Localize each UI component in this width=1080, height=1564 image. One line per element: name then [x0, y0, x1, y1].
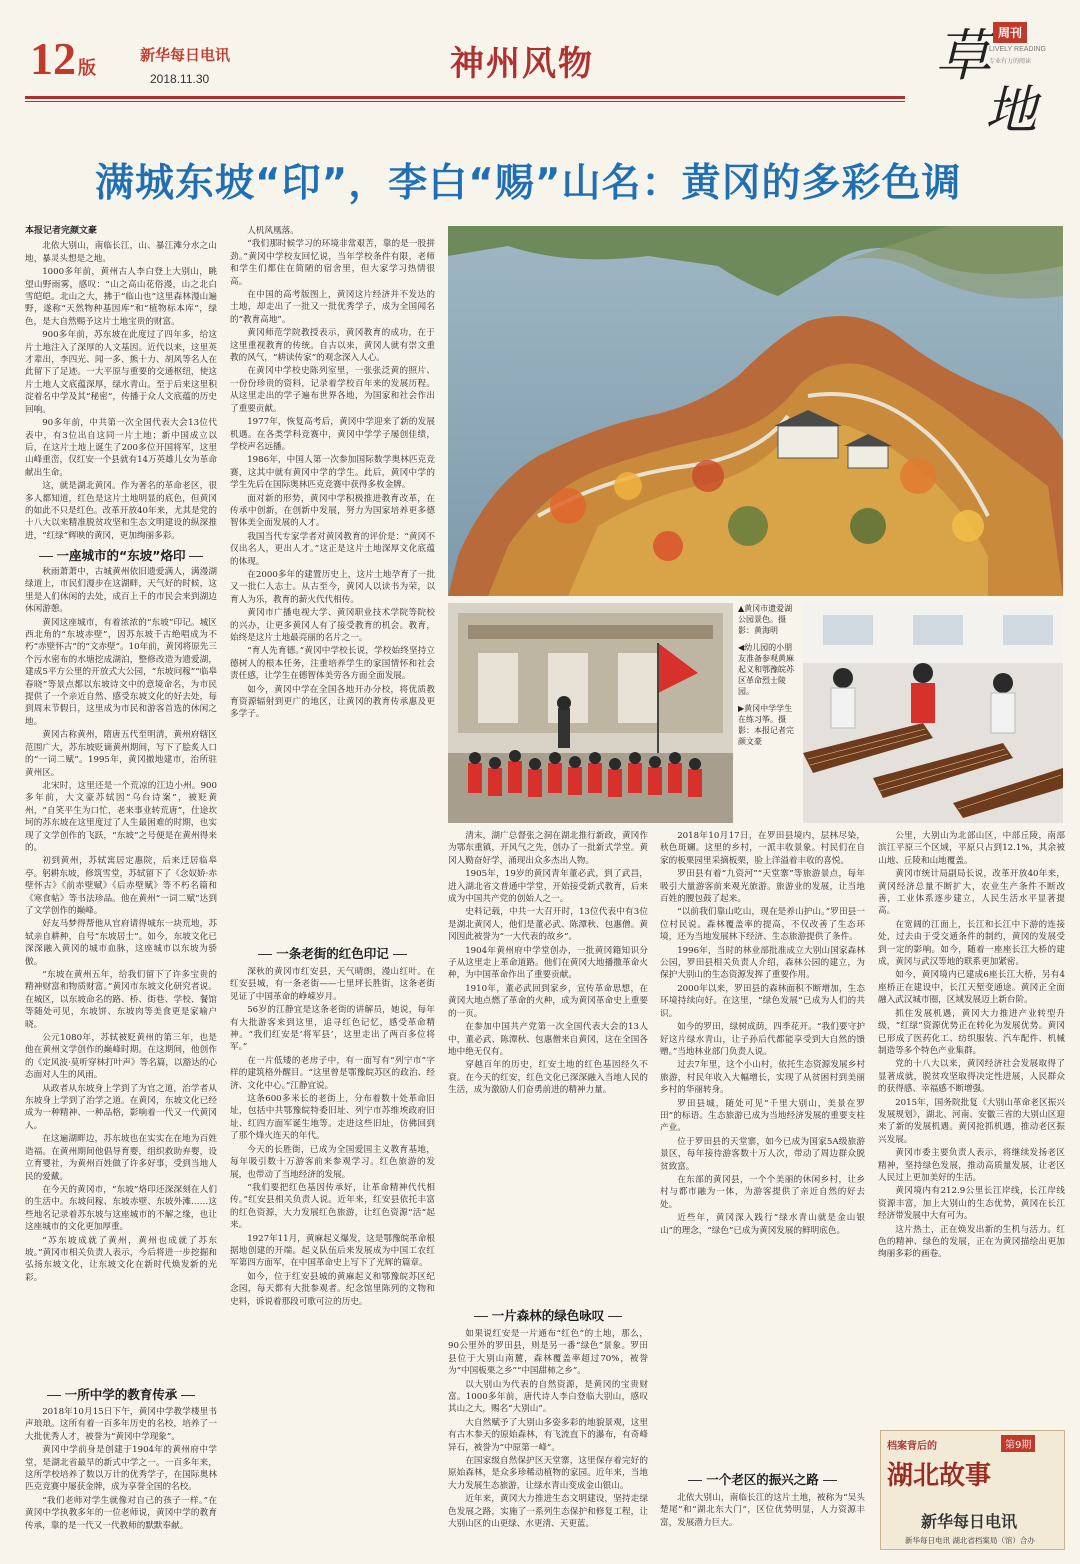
main-headline: 满城东坡“印”，李白“赐”山名：黄冈的多彩色调: [95, 161, 962, 206]
caption-kindergarten: ◀幼儿园的小朋友准备参观黄麻起义和鄂豫皖苏区革命烈士陵园。: [738, 643, 794, 696]
paragraph: 北宋时，这里还是一个荒凉的江边小州。900多年前，大文豪苏轼因“乌台诗案”，被贬黄州，“自笑平生为口忙，老来事业转荒唐”，仕途坎坷的苏东坡在这里度过了人生最困难的时期，也实现了文学创作的飞跃，“东坡”之号便是在黄州得来的。: [25, 780, 217, 853]
subhead-forest: 一片森林的绿色咏叹: [448, 1306, 648, 1324]
photo-lake-park: [448, 226, 1063, 596]
caption-students: ▶黄冈中学学生在练习筝。摄影：本报记者完颜文豪: [738, 704, 794, 746]
paragraph: 在东部的黄冈县，一个个美丽的休闲乡村，让乡村与都市融为一体，为游客提供了亲近自然的好去处。: [660, 1174, 865, 1210]
paragraph: 黄冈这座城市，有着浓浓的“东坡”印记。城区西北角的“东坡赤壁”，因苏东坡千古绝唱成为不朽“赤壁怀古”的“文赤壁”。10年前，黄冈将原先三个污水密布的水塘挖成湖泊，整修改造为遗爱湖，建成5平方公里的开放式大公园，“东坡问稼”“临皋春晓”等景点都以东坡诗文中的意境命名，为市民提供了一个亲近自然、感受东坡文化的好去处，每到周末节假日，这里成为市民和游客首选的休闲之地。: [25, 617, 217, 727]
paragraph: 这，就是湖北黄冈。作为著名的革命老区，很多人都知道，红色是这片土地明显的底色，但黄冈的如此不只是红色。改革开放40年来，尤其是党的十八大以来精准脱贫攻坚和生态文明建设的纵深推进，“红绿”辉映的黄冈，更加绚丽多彩。: [25, 481, 217, 541]
paragraph: 1910年，董必武回到家乡，宣传革命思想，在黄冈大地点燃了革命的火种，成为黄冈革命史上重要的一页。: [448, 983, 648, 1019]
paragraph: 在今天的黄冈市，“东坡”烙印还深深刻在人们的生活中。东坡问稼、东坡赤壁、东坡外滩……这些地名记录着苏东坡与这座城市的不解之缘，也让这座城市的文化更加厚重。: [25, 1184, 217, 1233]
paragraph: 这条600多米长的老街上，分布着数十处革命旧址，包括中共鄂豫皖特委旧址、列宁市苏维埃政府旧址、红四方面军诞生地等。走进这些旧址，仿佛回到了那个烽火连天的年代。: [230, 1094, 435, 1142]
paragraph: 公里，大别山为北部山区，中部丘陵，南部滨江平原三个区域，平原只占到12.1%，其余被山地、丘陵和山地覆盖。: [878, 831, 1065, 866]
paragraph: 北依大别山，南临长江的这片土地，被称为“吴头楚尾”和“湖北东大门”，区位优势明显，人力资源丰富，发展潜力巨大。: [660, 1493, 865, 1528]
kindergarten-illustration: [448, 603, 733, 823]
paragraph: 2015年，国务院批复《大别山革命老区振兴发展规划》，湖北、河南、安徽三省的大别山区迎来了新的发展机遇。黄冈抢抓机遇，推动老区振兴发展。: [878, 1097, 1065, 1145]
paragraph: 在国家级自然保护区天堂寨，这里保存着完好的原始森林，是众多珍稀动植物的家园。近年来，当地大力发展生态旅游，让绿水青山变成金山银山。: [448, 1456, 648, 1491]
photo-captions: [738, 603, 798, 823]
photo-guzheng-students: [803, 603, 1063, 823]
paragraph: 黄冈师范学院教授表示，黄冈教育的成功，在于这里重视教育的传统。自古以来，黄冈人就有崇文重教的风气，“耕读传家”的观念深入人心。: [230, 328, 435, 364]
paragraph: 90多年前，中共第一次全国代表大会13位代表中，有3位出自这同一片土地；新中国成立以后，在这片土地上诞生了200多位开国将军，这里山峰重峦，仅红安一个县就有14万英雄儿女为革命献出生命。: [25, 418, 217, 478]
box-kicker: 档案背后的: [887, 1441, 937, 1452]
paragraph: 黄冈境内有212.9公里长江岸线，长江岸线资源丰富，加上大别山的生态优势，黄冈在长江经济带发展中大有可为。: [878, 1186, 1065, 1222]
paragraph: 位于罗田县的天堂寨，如今已成为国家5A级旅游景区，每年接待游客数十万人次，带动了周边群众脱贫致富。: [660, 1136, 865, 1172]
paragraph: “东坡在黄州五年，给我们留下了许多宝贵的精神财富和物质财富。”黄冈市东坡文化研究者说。在城区，以东坡命名的路、桥、街巷、学校、餐馆等随处可见，东坡饼、东坡肉等美食更是家喻户晓。: [25, 970, 217, 1030]
caption-lake: ▲黄冈市遗爱湖公园景色。摄影：黄海明: [738, 604, 793, 635]
paragraph: 罗田县城，随处可见“千里大别山，美景在罗田”的标语。生态旅游已成为当地经济发展的重要支柱产业。: [660, 1098, 865, 1134]
paragraph: 黄冈古称黄州，隋唐五代至明清，黄州府辖区范围广大，苏东坡贬谪黄州期间，写下了脍炙人口的“一词二赋”。1995年，黄冈撤地建市，治所驻黄州区。: [25, 730, 217, 778]
archive-story-box: [880, 1430, 1065, 1550]
brand-char-cao: 草: [935, 24, 991, 89]
article-column-1: [25, 225, 217, 543]
paragraph: 北依大别山，南临长江，山、暴江滩分水之山地，暴灵头想是之地。: [25, 241, 217, 264]
paragraph: 2000年以来，罗田县的森林面积不断增加，生态环境持续向好。在这里，“绿色发展”已成为人们的共识。: [660, 983, 865, 1019]
brand-tag: 周刊: [993, 22, 1027, 43]
paragraph: 1996年，当时的林业部批准成立大别山国家森林公园，罗田县相关负责人介绍，森林公园的建立，为保护大别山的生态资源发挥了重要作用。: [660, 945, 865, 981]
paragraph: 好友马梦得帮他从官府请得城东一块荒地，苏轼亲自耕种，自号“东坡居士”。如今，东坡文化已深深融入黄冈的城市血脉，这座城市以东坡为骄傲。: [25, 919, 217, 967]
paragraph: 近些年，黄冈深入践行“绿水青山就是金山银山”的理念，“绿色”已成为黄冈发展的鲜明底色。: [660, 1213, 865, 1236]
paragraph: 今天的长胜街，已成为全国爱国主义教育基地，每年吸引数十万游客前来参观学习。红色旅游的发展，也带动了当地经济的发展。: [230, 1144, 435, 1180]
box-title: 湖北故事: [887, 1461, 992, 1491]
paragraph: 在一片低矮的老房子中，有一面写有“列宁市”字样的建筑格外醒目。“这里曾是鄂豫皖苏区的政治、经济、文化中心。”江静宜说。: [230, 1055, 435, 1091]
paragraph: 公元1080年，苏轼被贬黄州的第三年，也是他在黄州文学创作的巅峰时期。在这期间，他创作的《定风波·莫听穿林打叶声》等名篇，以豁达的心态面对人生的风雨。: [25, 1033, 217, 1081]
paragraph: 面对新的形势，黄冈中学积极推进教育改革，在传承中创新，在创新中发展，努力为国家培养更多德智体美全面发展的人才。: [230, 493, 435, 529]
paragraph: “育人先育德。”黄冈中学校长说，学校始终坚持立德树人的根本任务，注重培养学生的家国情怀和社会责任感，让学生在德智体美劳各方面全面发展。: [230, 646, 435, 682]
subhead-red-street: 一条老街的红色印记: [230, 944, 435, 962]
paragraph: 1904年黄州府中学堂创办，一批黄冈籍知识分子从这里走上革命道路。他们在黄冈大地播撒革命火种，为中国革命作出了重要贡献。: [448, 945, 648, 981]
subhead-dongpo: 一座城市的“东坡”烙印: [25, 546, 217, 564]
paragraph: 这片热土，正在焕发出新的生机与活力。红色的精神、绿色的发展，正在为黄冈描绘出更加绚丽多彩的画卷。: [878, 1224, 1065, 1260]
paragraph: 大自然赋予了大别山多姿多彩的地貌景观，这里有古木参天的原始森林，有飞流直下的瀑布，有奇峰异石，被誉为“中原第一峰”。: [448, 1417, 648, 1453]
paragraph: 近年来，黄冈大力推进生态文明建设，坚持走绿色发展之路，实施了一系列生态保护和修复工程，让大别山区的山更绿、水更清、天更蓝。: [448, 1494, 648, 1530]
paragraph: 清末，湖广总督张之洞在湖北推行新政，黄冈作为鄂东重镇，开风气之先，创办了一批新式学堂。黄冈人勤奋好学，涌现出众多杰出人物。: [448, 831, 648, 866]
header-rule: [25, 96, 905, 99]
paragraph: “以前我们靠山吃山，现在是养山护山。”罗田县一位村民说。森林覆盖率的提高，不仅改善了生态环境，还为当地发展林下经济、生态旅游提供了条件。: [660, 907, 865, 943]
paragraph: 人机风凰落。: [247, 226, 299, 236]
paragraph: 黄冈中学前身是创建于1904年的黄州府中学堂，是湖北省最早的新式中学之一。一百多年来，这所学校培养了数以万计的优秀学子，在国际奥林匹克竞赛中屡获金牌，成为享誉全国的名校。: [25, 1445, 217, 1493]
paragraph: 2018年10月15日下午，黄冈中学教学楼里书声琅琅。这所有着一百多年历史的名校，培养了一大批优秀人才，被誉为“黄冈中学现象”。: [25, 1407, 217, 1442]
page-number-value: 12: [30, 33, 76, 84]
paragraph: 罗田县有着“九资河”“天堂寨”等旅游景点，每年吸引大量游客前来观光旅游。旅游业的发展，让当地百姓的腰包鼓了起来。: [660, 869, 865, 905]
paragraph: 1927年11月，黄麻起义爆发，这是鄂豫皖革命根据地创建的开端。起义队伍后来发展成为中国工农红军第四方面军，在中国革命史上写下了光辉的篇章。: [230, 1233, 435, 1269]
paragraph: 2018年10月17日，在罗田县境内，层林尽染，秋色斑斓。这里的乡村，一派丰收景象。村民们在自家的板栗园里采摘板栗，脸上洋溢着丰收的喜悦。: [660, 831, 865, 866]
paragraph: 如今，位于红安县城的黄麻起义和鄂豫皖苏区纪念园，每天都有大批参观者。纪念馆里陈列的文物和史料，诉说着那段可歌可泣的历史。: [230, 1271, 435, 1307]
brand-subtitle: LIVELY READING: [989, 46, 1046, 53]
paragraph: 穿越百年的历史，红安土地的红色基因经久不衰。在今天的红安，红色文化已深深融入当地人民的生活，成为激励人们奋勇前进的精神力量。: [448, 1060, 648, 1096]
brand-subtitle-cn: 专业有力的阅读: [989, 58, 1032, 65]
subhead-school: 一所中学的教育传承: [25, 1385, 217, 1403]
article-column-2: [230, 225, 435, 922]
box-brand: 新华每日电讯: [921, 1512, 1018, 1531]
paragraph: 56岁的江静宜是这条老街的讲解员，她说，每年有大批游客来到这里，追寻红色记忆，感受革命精神。“我们红安是‘将军县’，这里走出了两百多位将军。”: [230, 1005, 435, 1053]
paragraph: 黄冈市统计局副局长说，改革开放40年来，黄冈经济总量不断扩大，农业生产条件不断改善，工业体系逐步建立，人民生活水平显著提高。: [878, 869, 1065, 917]
paragraph: 过去7年里，这个小山村，依托生态资源发展乡村旅游，村民年收入大幅增长，实现了从贫困村到美丽乡村的华丽转身。: [660, 1060, 865, 1096]
paragraph: 我国当代专家学者对黄冈教育的评价是：“黄冈不仅出名人，更出人才。”这正是这片土地深厚文化底蕴的体现。: [230, 531, 435, 567]
weekly-brand: [925, 12, 1055, 141]
section-title: 神州风物: [450, 44, 594, 84]
paper-name: 新华每日电讯: [140, 46, 231, 64]
paragraph: 如今，黄冈中学在全国各地开办分校，将优质教育资源辐射到更广的地区，让黄冈的教育传承惠及更多学子。: [230, 684, 435, 720]
paragraph: 如果说红安是一片通布“红色”的土地，那么，90公里外的罗田县，则是另一番“绿色”景象。罗田县位于大别山南麓，森林覆盖率超过70%，被誉为“中国板栗之乡”“中国甜柿之乡”。: [448, 1329, 648, 1377]
paragraph: 以大别山为代表的自然资源，是黄冈的宝贵财富。1000多年前，唐代诗人李白登临大别山，感叹其山之大，赐名“大别山”。: [448, 1379, 648, 1415]
paragraph: 秋雨萧萧中，古城黄州依旧遗爱满人，满漫湖绿道上，市民们漫步在这湖畔，天气好的时候，这里是人们休闲的去处，成百上千的市民会来到湖边休闲游憩。: [25, 567, 217, 615]
paragraph: 黄冈市委主要负责人表示，将继续发扬老区精神，坚持绿色发展，推动高质量发展，让老区人民过上更加美好的生活。: [878, 1148, 1065, 1183]
article-column-1b: [25, 566, 217, 1350]
issue-date: 2018.11.30: [150, 72, 210, 86]
article-column-3: [448, 830, 648, 1292]
paragraph: 在宽阔的江面上，长江和长江中下游的连接处，过去由于受交通条件的制约，黄冈的发展受到一定的影响。如今，随着一座座长江大桥的建成，黄冈与武汉等地的联系更加紧密。: [878, 919, 1065, 968]
paragraph: 史料记载，中共一大召开时，13位代表中有3位是湖北黄冈人，他们是董必武、陈潭秋、包惠僧。黄冈因此被誉为“一大代表的故乡”。: [448, 907, 648, 943]
byline: 本报记者完颜文豪: [25, 226, 98, 236]
paragraph: 在这遍湖畔边，苏东坡也在实实在在地为百姓造福。在黄州期间他倡导育婴，组织救助弃婴，设立育婴社，为黄州百姓做了许多好事，受到当地人民的爱戴。: [25, 1134, 217, 1182]
article-column-3b: [448, 1328, 648, 1556]
paragraph: “我们那时候学习的环境非常艰苦，靠的是一股拼劲。”黄冈中学校友回忆说，当年学校条件有限，老师和学生们都住在简陋的宿舍里，但大家学习热情很高。: [230, 239, 435, 287]
lake-park-illustration: [448, 226, 1063, 596]
paragraph: 在参加中国共产党第一次全国代表大会的13人中，董必武、陈潭秋、包惠僧来自黄冈，这在全国各地中绝无仅有。: [448, 1022, 648, 1057]
paragraph: “我们老师对学生就像对自己的孩子一样。”在黄冈中学执教多年的一位老师说，黄冈中学的教育传承，靠的是一代又一代教师的默默奉献。: [25, 1495, 217, 1531]
article-column-5: [878, 830, 1065, 1422]
paragraph: 初到黄州，苏轼寓居定惠院，后来迁居临皋亭。躬耕东坡，修筑雪堂，苏轼留下了《念奴娇·赤壁怀古》《前赤壁赋》《后赤壁赋》等不朽名篇和《寒食帖》等书法珍品。他在黄州“一词二赋”达到了文学创作的巅峰。: [25, 856, 217, 916]
paragraph: 抓住发展机遇，黄冈大力推进产业转型升级，“红绿”资源优势正在转化为发展优势。黄冈已形成了医药化工、纺织服装、汽车配件、机械制造等多个特色产业集群。: [878, 1008, 1065, 1056]
paragraph: 在2000多年的建置历史上，这片土地孕育了一批又一批仁人志士。从古至今，黄冈人以读书为荣，以育人为乐，教育的薪火代代相传。: [230, 569, 435, 605]
paragraph: 900多年前，苏东坡在此度过了四年多，给这片土地注入了深厚的人文基因。近代以来，这里英才辈出，李四光、闻一多、熊十力、胡风等名人在此留下了足迹。一大平原与重要的交通枢纽，使这片土地人文底蕴深厚，绿水青山。至于后来这里积淀着名中学及其“秘密”，传播于众人文底蕴的历史回响。: [25, 330, 217, 415]
paragraph: 黄冈市广播电视大学、黄冈职业技术学院等院校的兴办，让更多黄冈人有了接受教育的机会。教育，始终是这片土地最亮丽的名片之一。: [230, 608, 435, 643]
paragraph: 党的十八大以来，黄冈经济社会发展取得了显著成就，脱贫攻坚取得决定性进展，人民群众的获得感、幸福感不断增强。: [878, 1059, 1065, 1095]
paragraph: 如今的罗田，绿树成荫，四季花开。“我们要守护好这片绿水青山，让子孙后代都能享受到大自然的馈赠。”当地林业部门负责人说。: [660, 1022, 865, 1057]
paragraph: “我们要把红色基因传承好，让革命精神代代相传。”红安县相关负责人说。近年来，红安县依托丰富的红色资源，大力发展红色旅游，让红色资源“活”起来。: [230, 1182, 435, 1231]
paragraph: 在黄冈中学校史陈列室里，一张张泛黄的照片、一份份珍贵的资料，记录着学校百年来的发展历程。从这里走出的学子遍布世界各地，为国家和社会作出了重要贡献。: [230, 366, 435, 414]
photo-kindergarten: [448, 603, 733, 823]
brand-char-di: 地: [985, 81, 1038, 141]
guzheng-illustration: [803, 603, 1063, 823]
article-column-4b: [660, 1492, 865, 1556]
box-issue-number: 第9期: [1001, 1435, 1035, 1452]
subhead-revitalize: 一个老区的振兴之路: [660, 1470, 865, 1488]
paragraph: 1977年，恢复高考后，黄冈中学迎来了新的发展机遇。在各类学科竞赛中，黄冈中学学子屡创佳绩，学校声名远播。: [230, 417, 435, 452]
box-footer: 新华每日电讯 湖北省档案局（馆）合办: [905, 1536, 1035, 1545]
header-rule-thin: [25, 101, 905, 102]
paragraph: 1986年，中国人第一次参加国际数学奥林匹克竞赛，这其中就有黄冈中学的学生。此后，黄冈中学的学生先后在国际奥林匹克竞赛中获得多枚金牌。: [230, 455, 435, 491]
paragraph: 在中国的高考版图上，黄冈这片经济并不发达的土地，却走出了一批又一批优秀学子，成为全国闻名的“教育高地”。: [230, 290, 435, 325]
article-column-4: [660, 830, 865, 1460]
page-number: [30, 33, 96, 84]
article-column-2b: [230, 966, 435, 1556]
paragraph: 1000多年前，黄州古人李白登上大别山，眺望山野雨雾，感叹：“山之高山花俗漫，山之北白雪皑皑。北山之大，拂于“临山也”这里森林漫山遍野，遂称“天然物种基因库”和“植物标本库”，绿色，是大自然赐予这片土地宝贵的财富。: [25, 267, 217, 327]
paragraph: “苏东坡成就了黄州，黄州也成就了苏东坡。”黄冈市相关负责人表示，今后将进一步挖掘和弘扬东坡文化，让东坡文化在新时代焕发新的光彩。: [25, 1235, 217, 1283]
paragraph: 深秋的黄冈市红安县，天气晴朗，漫山红叶。在红安县城，有一条老街——七里坪长胜街，这条老街见证了中国革命的峥嵘岁月。: [230, 967, 435, 1002]
paragraph: 从政者从东坡身上学到了为官之道，治学者从东坡身上学到了治学之道。在黄冈，东坡文化已经成为一种精神、一种品格，影响着一代又一代黄冈人。: [25, 1083, 217, 1131]
paragraph: 如今，黄冈境内已建成6座长江大桥，另有4座桥正在建设中，长江天堑变通途。黄冈正全面融入武汉城市圈，区域发展迈上新台阶。: [878, 970, 1065, 1006]
article-column-1c: [25, 1406, 217, 1556]
masthead: [0, 0, 1080, 140]
page-suffix: 版: [78, 58, 96, 78]
paragraph: 1905年，19岁的黄冈青年董必武，到了武昌，进入湖北省文普通中学堂，开始接受新式教育，后来成为中国共产党的创始人之一。: [448, 869, 648, 905]
